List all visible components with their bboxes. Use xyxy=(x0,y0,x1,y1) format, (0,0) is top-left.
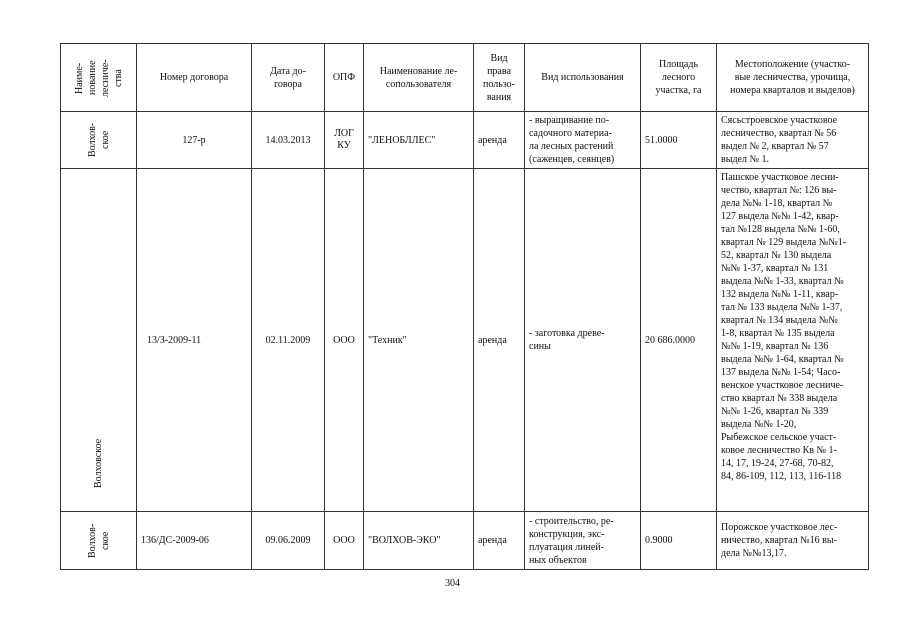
header-user-name: Наименование ле- сопользователя xyxy=(364,44,474,112)
cell-contract: 127-р xyxy=(137,112,252,169)
header-usage-type: Вид использования xyxy=(525,44,641,112)
cell-contract: 13/З-2009-11 xyxy=(137,169,252,512)
forest-lease-table xyxy=(60,43,869,570)
header-right-type: Вид права пользо- вания xyxy=(474,44,525,112)
cell-opf: ЛОГ КУ xyxy=(325,112,364,169)
forestry-label: Волхов- ское xyxy=(86,523,111,558)
header-contract-date: Дата до- говора xyxy=(252,44,325,112)
cell-area: 0.9000 xyxy=(641,512,717,570)
forestry-label: Волхов- ское xyxy=(86,122,111,158)
cell-right: аренда xyxy=(474,512,525,570)
cell-forestry xyxy=(61,512,137,570)
cell-usage: - заготовка древе- сины xyxy=(525,169,641,512)
cell-forestry xyxy=(61,112,137,169)
cell-date: 14.03.2013 xyxy=(252,112,325,169)
table-row xyxy=(61,169,869,512)
cell-location: Сясьстроевское участковое лесничество, квартал № 56 выдел № 2, квартал № 57 выдел № 1. xyxy=(717,112,869,169)
cell-date: 09.06.2009 xyxy=(252,512,325,570)
header-location: Местоположение (участко- вые лесничества, урочища, номера кварталов и выделов) xyxy=(717,44,869,112)
header-contract-number: Номер договора xyxy=(137,44,252,112)
cell-user: "Техник" xyxy=(364,169,474,512)
cell-date: 02.11.2009 xyxy=(252,169,325,512)
header-row xyxy=(61,44,869,112)
cell-area: 51.0000 xyxy=(641,112,717,169)
cell-forestry xyxy=(61,169,137,512)
page-number: 304 xyxy=(445,578,460,589)
cell-user: "ВОЛХОВ-ЭКО" xyxy=(364,512,474,570)
cell-opf: ООО xyxy=(325,512,364,570)
header-opf: ОПФ xyxy=(325,44,364,112)
cell-right: аренда xyxy=(474,169,525,512)
cell-opf: ООО xyxy=(325,169,364,512)
header-area: Площадь лесного участка, га xyxy=(641,44,717,112)
header-forestry-label: Наиме- нование лесниче- ства xyxy=(73,58,124,97)
table-row xyxy=(61,112,869,169)
cell-location: Порожское участковое лес- ничество, квартал №16 вы- дела №№13,17. xyxy=(717,512,869,570)
cell-location: Пашское участковое лесни- чество, квартал №: 126 вы- дела №№ 1-18, квартал № 127 выдела №№ 1-42, квар- тал №128 выдела №№ 1-60, квартал № 129 выдела №№1- 52, квартал № 130 выдела №№ 1-37, квартал № 131 выдела №№ 1-33, квартал № 132 выдела №№ 1-11, квар- тал № 133 выдела №№ 1-37, квартал № 134 выдела №№ 1-8, квартал № 135 выдела №№ 1-19, квартал № 136 выдела №№ 1-64, квартал № 137 выдела №№ 1-54; Часо- венское участковое лесниче- ство квартал № 338 выдела №№ 1-26, квартал № 339 выдела №№ 1-20, Рыбежское сельское участ- ковое лесничество Кв № 1- 14, 17, 19-24, 27-68, 70-82, 84, 86-109, 112, 113, 116-118 xyxy=(717,169,869,512)
cell-area: 20 686.0000 xyxy=(641,169,717,512)
cell-usage: - строительство, ре- конструкция, экс- плуатация линей- ных объектов xyxy=(525,512,641,570)
cell-contract: 136/ДС-2009-06 xyxy=(137,512,252,570)
header-forestry xyxy=(61,44,137,112)
cell-usage: - выращивание по- садочного материа- ла лесных растений (саженцев, сеянцев) xyxy=(525,112,641,169)
cell-right: аренда xyxy=(474,112,525,169)
forestry-label: Волховское xyxy=(93,438,104,488)
cell-user: "ЛЕНОБЛЛЕС" xyxy=(364,112,474,169)
table-row xyxy=(61,512,869,570)
